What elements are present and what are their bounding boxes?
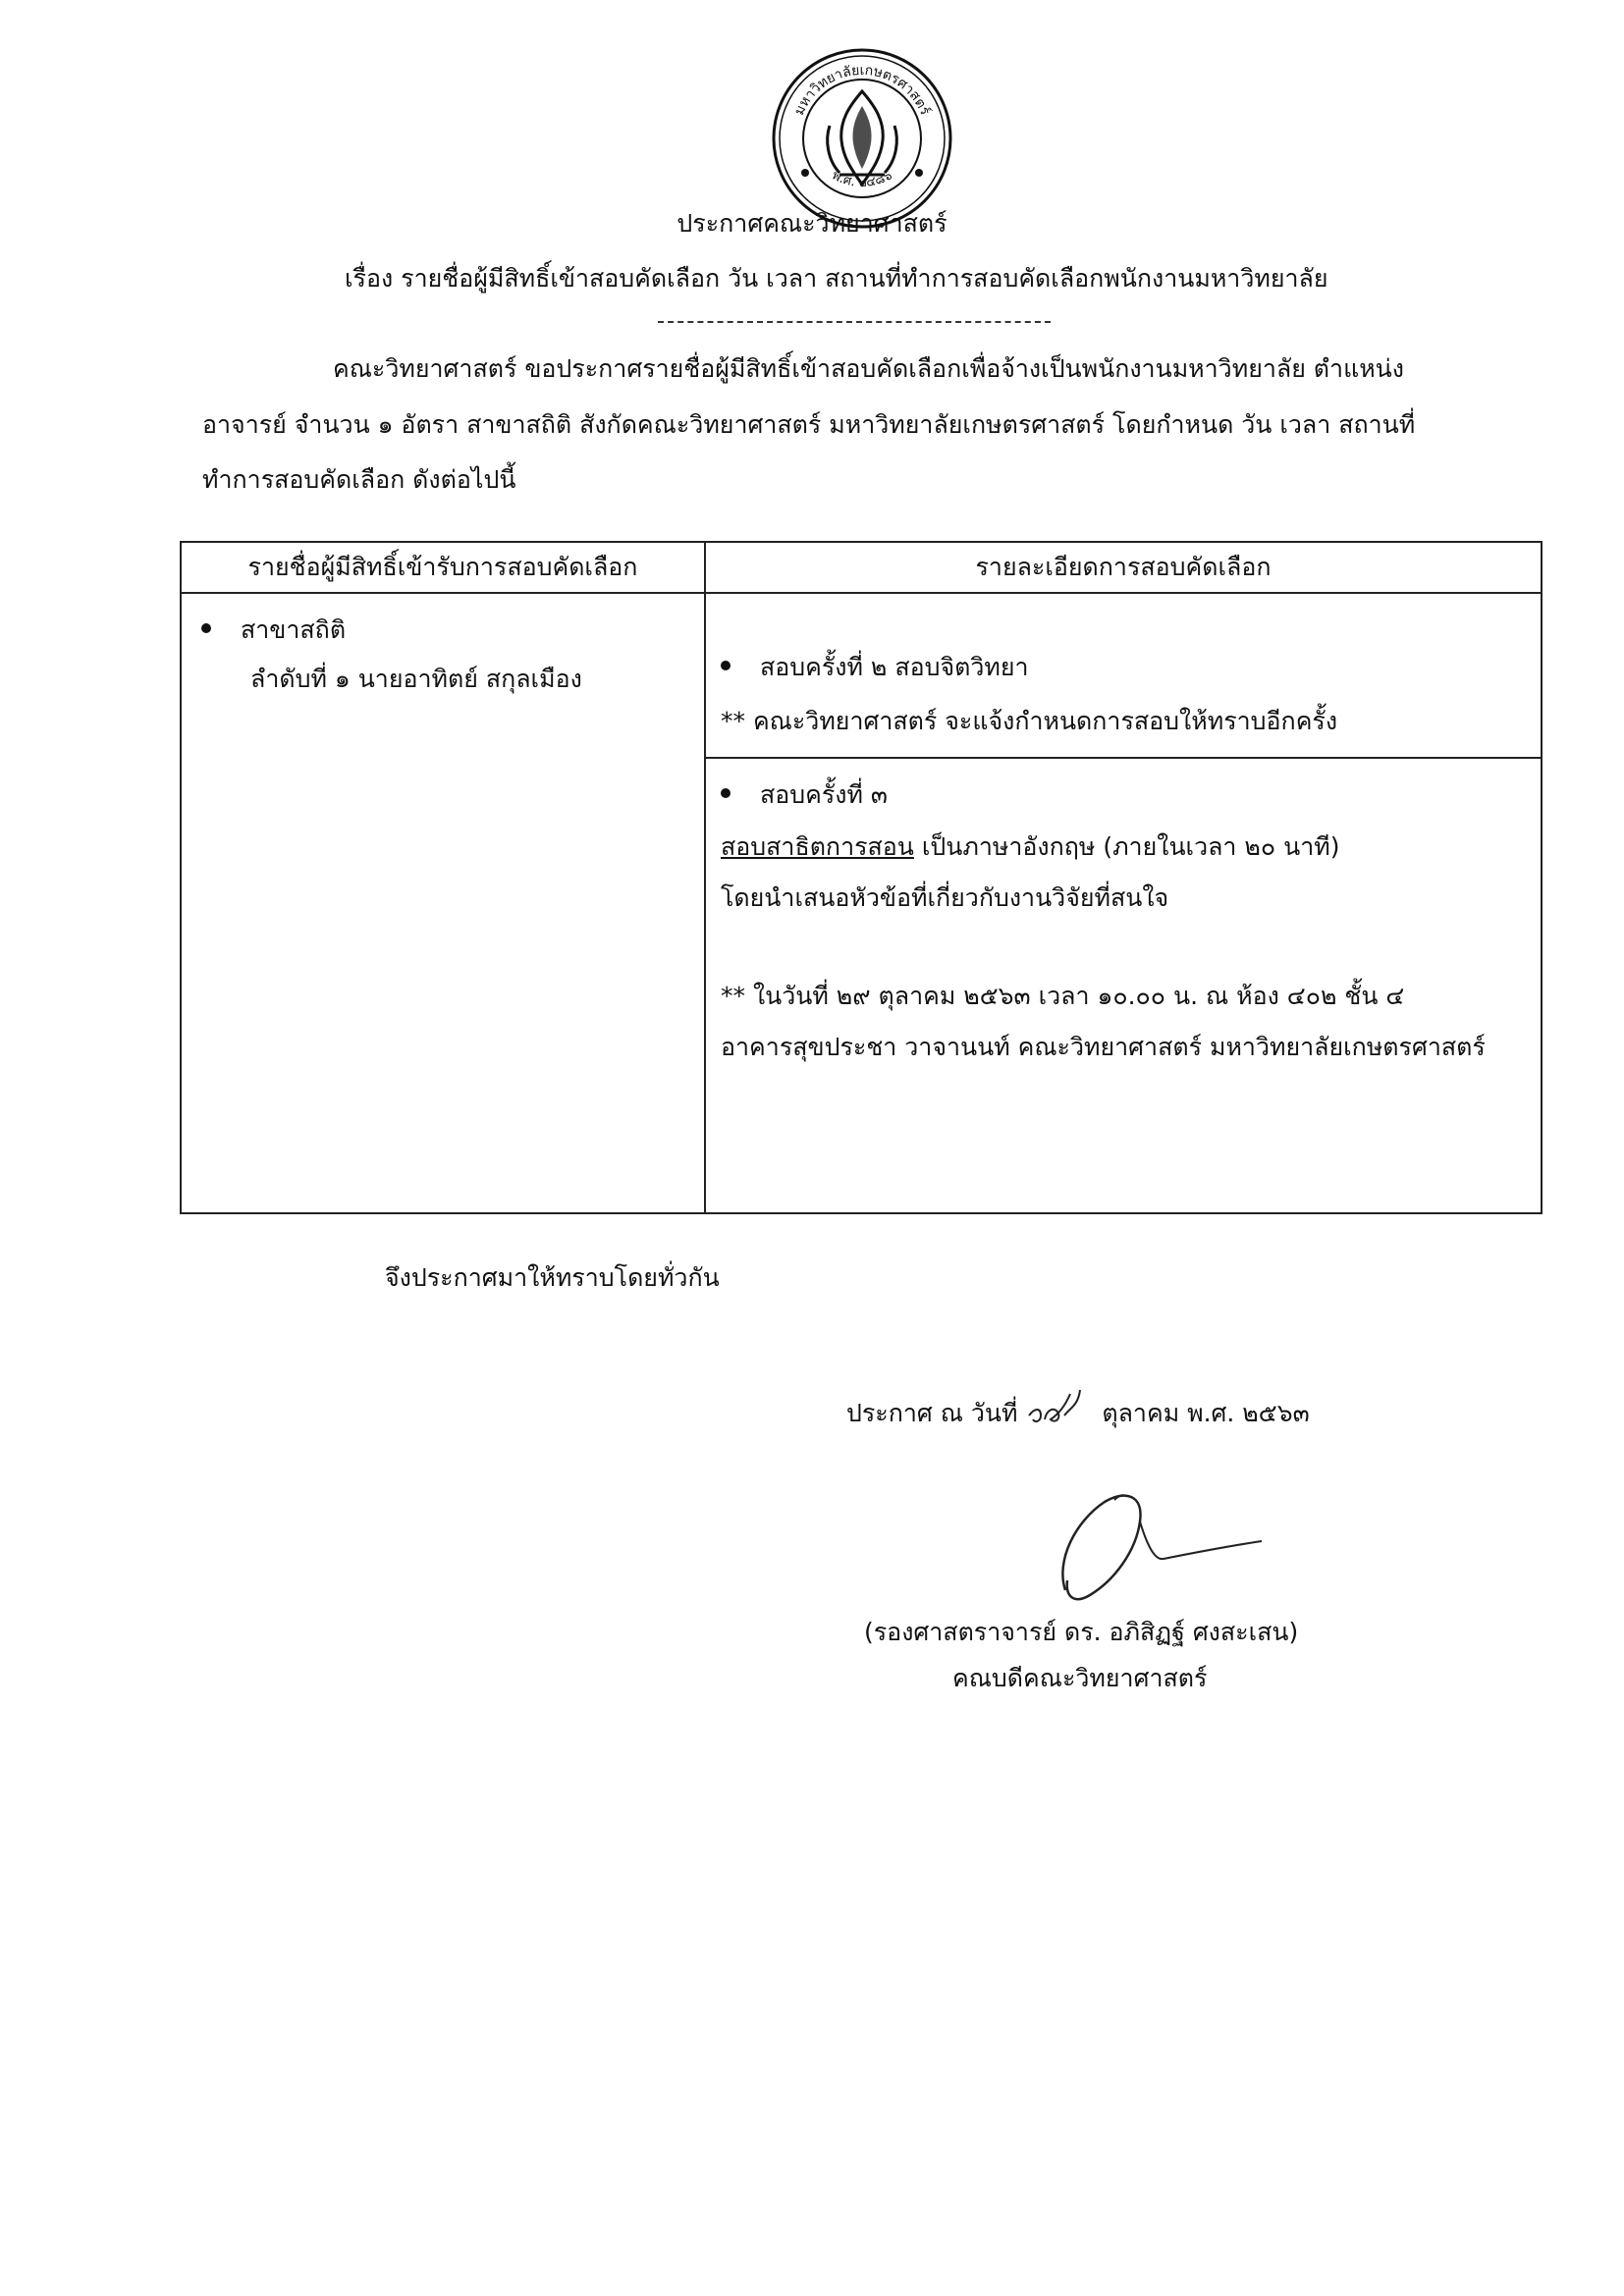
closing-statement: จึงประกาศมาให้ทราบโดยทั่วกัน xyxy=(385,1263,720,1292)
exam-table xyxy=(180,541,1543,1214)
university-seal-logo xyxy=(771,47,953,230)
body-line-1: คณะวิทยาศาสตร์ ขอประกาศรายชื่อผู้มีสิทธิ์เข้าสอบคัดเลือกเพื่อจ้างเป็นพนักงานมหาวิทยาลัย ตำแหน่ง xyxy=(333,354,1404,383)
signer-name: (รองศาสตราจารย์ ดร. อภิสิฏฐ์ ศงสะเสน) xyxy=(864,1618,1299,1646)
candidate-field: สาขาสถิติ xyxy=(241,615,347,644)
body-line-3: ทำการสอบคัดเลือก ดังต่อไปนี้ xyxy=(202,465,516,494)
round-3-note-2: อาคารสุขประชา วาจานนท์ คณะวิทยาศาสตร์ มหาวิทยาลัยเกษตรศาสตร์ xyxy=(721,1033,1486,1061)
column-header-details: รายละเอียดการสอบคัดเลือก xyxy=(705,542,1542,593)
seal-year: พ.ศ. ๒๔๘๖ xyxy=(829,168,895,190)
round-2-cell xyxy=(705,593,1542,758)
round-3-detail-rest: เป็นภาษาอังกฤษ (ภายในเวลา ๒๐ นาที) xyxy=(913,832,1340,861)
round-2-title: สอบครั้งที่ ๒ สอบจิตวิทยา xyxy=(760,653,1029,681)
date-prefix: ประกาศ ณ วันที่ xyxy=(846,1399,1018,1427)
bullet-icon xyxy=(721,661,731,670)
date-suffix: ตุลาคม พ.ศ. ๒๕๖๓ xyxy=(1102,1399,1310,1427)
round-3-detail-underlined: สอบสาธิตการสอน xyxy=(721,832,914,861)
round-3-note-1: ** ในวันที่ ๒๙ ตุลาคม ๒๕๖๓ เวลา ๑๐.๐๐ น. ณ ห้อง ๔๐๒ ชั้น ๔ xyxy=(721,982,1405,1010)
candidates-cell xyxy=(181,593,705,1213)
body-line-2: อาจารย์ จำนวน ๑ อัตรา สาขาสถิติ สังกัดคณะวิทยาศาสตร์ มหาวิทยาลัยเกษตรศาสตร์ โดยกำหนด วัน เวลา สถานที่ xyxy=(202,410,1416,439)
handwritten-date xyxy=(1021,1386,1090,1433)
bullet-icon xyxy=(721,788,731,798)
announcement-subject: เรื่อง รายชื่อผู้มีสิทธิ์เข้าสอบคัดเลือก วัน เวลา สถานที่ทำการสอบคัดเลือกพนักงานมหาวิทยาลัย xyxy=(345,264,1328,293)
bullet-icon xyxy=(201,623,211,633)
column-header-candidates: รายชื่อผู้มีสิทธิ์เข้ารับการสอบคัดเลือก xyxy=(181,542,705,593)
seal-text: มหาวิทยาลัยเกษตรศาสตร์ xyxy=(791,62,933,118)
signature-image xyxy=(1046,1482,1272,1610)
header-divider xyxy=(658,321,1051,323)
round-2-note: ** คณะวิทยาศาสตร์ จะแจ้งกำหนดการสอบให้ทราบอีกครั้ง xyxy=(721,707,1338,735)
signer-title: คณบดีคณะวิทยาศาสตร์ xyxy=(952,1664,1208,1692)
announcement-title: ประกาศคณะวิทยาศาสตร์ xyxy=(677,209,947,238)
round-3-detail-2: โดยนำเสนอหัวข้อที่เกี่ยวกับงานวิจัยที่สนใจ xyxy=(721,883,1169,912)
round-3-cell xyxy=(705,758,1542,1213)
candidate-entry: ลำดับที่ ๑ นายอาทิตย์ สกุลเมือง xyxy=(250,665,582,693)
round-3-title: สอบครั้งที่ ๓ xyxy=(760,780,889,809)
